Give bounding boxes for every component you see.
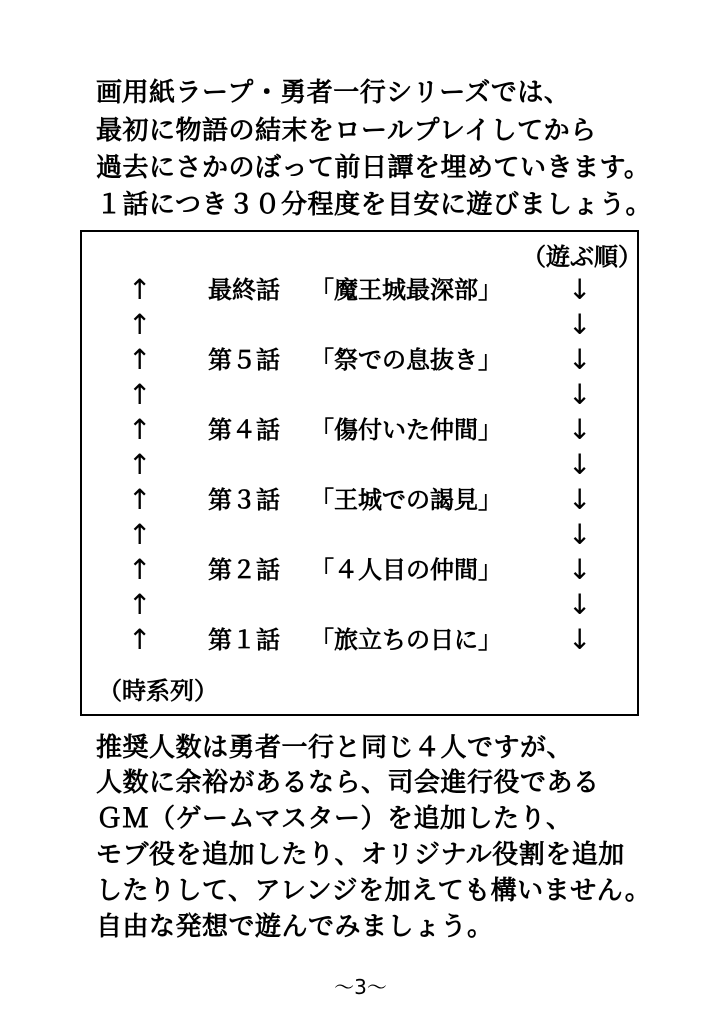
up-arrow: ↑	[128, 623, 152, 656]
down-arrow: ↓	[568, 378, 592, 411]
episode-number: 第３話	[208, 486, 280, 514]
chronology-label: （時系列）	[98, 677, 218, 705]
outro-line: 人数に余裕があるなら、司会進行役である	[96, 768, 600, 798]
down-arrow: ↓	[568, 553, 592, 586]
play-order-label: （遊ぶ順）	[522, 243, 642, 271]
down-arrow: ↓	[568, 413, 592, 446]
up-arrow: ↑	[128, 343, 152, 376]
up-arrow: ↑	[128, 588, 152, 621]
intro-line: １話につき３０分程度を目安に遊びましょう。	[96, 190, 652, 220]
up-arrow: ↑	[128, 273, 152, 306]
down-arrow: ↓	[568, 483, 592, 516]
up-arrow: ↑	[128, 448, 152, 481]
down-arrow: ↓	[568, 343, 592, 376]
intro-line: 画用紙ラープ・勇者一行シリーズでは、	[96, 78, 571, 108]
down-arrow: ↓	[568, 623, 592, 656]
up-arrow: ↑	[128, 553, 152, 586]
down-arrow: ↓	[568, 518, 592, 551]
down-arrow: ↓	[568, 588, 592, 621]
episode-title: 「魔王城最深部」	[310, 276, 502, 304]
episode-title: 「旅立ちの日に」	[310, 626, 502, 654]
outro-line: モブ役を追加したり、オリジナル役割を追加	[96, 840, 625, 870]
episode-order-box	[80, 230, 642, 716]
intro-line: 最初に物語の結末をロールプレイしてから	[96, 116, 597, 146]
outro-line: 推奨人数は勇者一行と同じ４人ですが、	[96, 733, 574, 763]
episode-title: 「祭での息抜き」	[310, 346, 502, 374]
episode-title: 「４人目の仲間」	[310, 556, 502, 584]
down-arrow: ↓	[568, 308, 592, 341]
down-arrow: ↓	[568, 273, 592, 306]
intro-line: 過去にさかのぼって前日譚を埋めていきます。	[96, 153, 651, 183]
episode-number: 第１話	[208, 626, 280, 654]
up-arrow: ↑	[128, 308, 152, 341]
episode-number: 第２話	[208, 556, 280, 584]
episode-number: 最終話	[208, 276, 280, 304]
up-arrow: ↑	[128, 518, 152, 551]
outro-line: ＧＭ（ゲームマスター）を追加したり、	[96, 804, 573, 834]
episode-number: 第５話	[208, 346, 280, 374]
episode-number: 第４話	[208, 416, 280, 444]
outro-line: したりして、アレンジを加えても構いません。	[96, 876, 652, 906]
up-arrow: ↑	[128, 413, 152, 446]
down-arrow: ↓	[568, 448, 592, 481]
up-arrow: ↑	[128, 378, 152, 411]
episode-title: 「傷付いた仲間」	[310, 416, 502, 444]
episode-title: 「王城での謁見」	[310, 486, 502, 514]
up-arrow: ↑	[128, 483, 152, 516]
page-number: ～3～	[334, 975, 387, 999]
outro-line: 自由な発想で遊んでみましょう。	[96, 912, 494, 942]
